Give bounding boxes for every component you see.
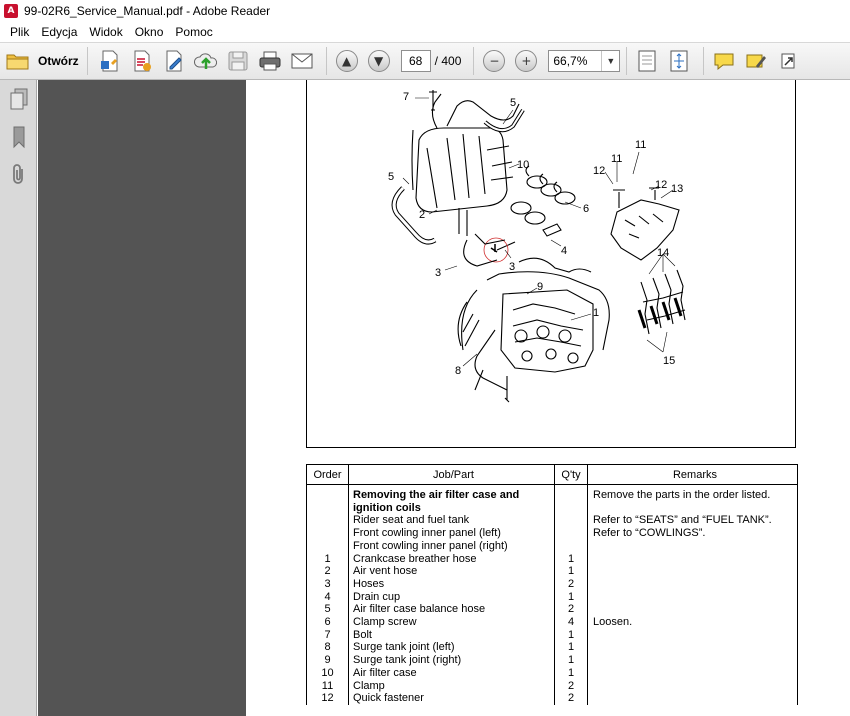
parts-table [306, 464, 798, 705]
row-remark [588, 553, 798, 566]
row-order: 10 [307, 667, 349, 680]
row-qty: 1 [555, 565, 588, 578]
edit-button[interactable] [160, 47, 188, 75]
callout-8: 8 [455, 365, 462, 377]
row-qty: 2 [555, 680, 588, 693]
row-remark [588, 565, 798, 578]
table-row [307, 565, 798, 578]
email-button[interactable] [288, 47, 316, 75]
prep-step: Front cowling inner panel (right) [349, 540, 555, 553]
table-row [307, 654, 798, 667]
folder-icon [6, 52, 30, 70]
fit-page-icon [636, 49, 658, 73]
header-remarks: Remarks [588, 465, 798, 485]
menu-pomoc[interactable]: Pomoc [175, 25, 213, 39]
page-total: / 400 [434, 54, 462, 68]
table-row [307, 603, 798, 616]
row-order: 11 [307, 680, 349, 693]
row-job-part: Crankcase breather hose [349, 553, 555, 566]
row-order: 4 [307, 591, 349, 604]
zoom-out-button[interactable] [480, 47, 508, 75]
highlighter-icon [744, 50, 768, 72]
row-remark [588, 578, 798, 591]
table-row [307, 692, 798, 705]
engine-block [513, 304, 583, 346]
row-remark [588, 629, 798, 642]
open-button[interactable] [6, 47, 88, 75]
arrow-up-icon: ▲ [336, 50, 358, 72]
row-job-part: Clamp screw [349, 616, 555, 629]
prep-step: Rider seat and fuel tank [349, 514, 555, 527]
callout-11: 11 [611, 153, 623, 165]
table-row [307, 667, 798, 680]
callout-5: 5 [388, 171, 395, 183]
callout-10: 10 [517, 159, 530, 171]
balance-hose-top [432, 94, 519, 128]
arrow-down-icon: ▼ [368, 50, 390, 72]
pdf-document-icon [130, 49, 154, 73]
full-screen-button[interactable] [665, 47, 693, 75]
row-job-part: Air filter case balance hose [349, 603, 555, 616]
row-remark: Loosen. [588, 616, 798, 629]
callout-4: 4 [561, 245, 568, 257]
toolbar-separator [626, 47, 627, 75]
row-remark [588, 692, 798, 705]
row-job-part: Hoses [349, 578, 555, 591]
row-order: 6 [307, 616, 349, 629]
plus-icon: + [515, 50, 537, 72]
prep-step: Front cowling inner panel (left) [349, 527, 555, 540]
title-bar [0, 0, 850, 22]
row-order: 9 [307, 654, 349, 667]
open-button-label: Otwórz [38, 54, 79, 68]
table-row [307, 485, 798, 515]
callout-14: 14 [657, 247, 670, 259]
row-order: 1 [307, 553, 349, 566]
row-job-part: Surge tank joint (left) [349, 641, 555, 654]
combine-files-button[interactable] [128, 47, 156, 75]
page-thumbnails-button[interactable] [0, 80, 37, 118]
window-title: 99-02R6_Service_Manual.pdf - Adobe Reader [24, 4, 271, 18]
row-remark [588, 603, 798, 616]
callout-12: 12 [593, 165, 606, 177]
row-qty: 4 [555, 616, 588, 629]
table-row [307, 553, 798, 566]
cloud-upload-icon [193, 49, 219, 73]
envelope-icon [290, 51, 314, 71]
section-heading: Removing the air filter case and ignition coils [349, 485, 555, 515]
row-job-part: Quick fastener [349, 692, 555, 705]
attachments-button[interactable] [0, 156, 37, 194]
menu-okno[interactable]: Okno [134, 25, 164, 39]
table-row [307, 540, 798, 553]
header-order: Order [307, 465, 349, 485]
row-qty: 1 [555, 641, 588, 654]
table-row [307, 578, 798, 591]
row-order: 3 [307, 578, 349, 591]
callout-9: 9 [537, 281, 544, 293]
row-order: 8 [307, 641, 349, 654]
page-number-input[interactable] [401, 50, 431, 72]
prep-remark [588, 540, 798, 553]
toolbar-separator [473, 47, 474, 75]
row-remark [588, 591, 798, 604]
bookmark-icon [10, 125, 28, 149]
header-qty: Q'ty [555, 465, 588, 485]
row-job-part: Air vent hose [349, 565, 555, 578]
row-job-part: Clamp [349, 680, 555, 693]
table-row [307, 616, 798, 629]
table-row [307, 514, 798, 527]
highlight-button[interactable] [742, 47, 770, 75]
diagram-callouts [388, 91, 683, 377]
table-row [307, 641, 798, 654]
document-background [38, 80, 246, 716]
printer-icon [258, 50, 282, 72]
row-qty: 1 [555, 629, 588, 642]
next-page-button[interactable] [365, 47, 393, 75]
callout-1: 1 [593, 307, 600, 319]
upload-button[interactable] [192, 47, 220, 75]
menu-bar [0, 22, 850, 42]
callout-11: 11 [635, 139, 647, 151]
row-qty: 1 [555, 591, 588, 604]
create-pdf-icon [98, 49, 122, 73]
table-row [307, 680, 798, 693]
navigation-pane [0, 80, 37, 716]
toolbar-separator [703, 47, 704, 75]
prep-remark: Refer to “SEATS” and “FUEL TANK”. [588, 514, 798, 527]
zoom-in-button[interactable] [512, 47, 540, 75]
speech-bubble-icon [712, 50, 736, 72]
row-qty: 1 [555, 553, 588, 566]
save-icon [227, 50, 249, 72]
row-remark [588, 680, 798, 693]
row-job-part: Bolt [349, 629, 555, 642]
callout-6: 6 [583, 203, 590, 215]
row-remark [588, 654, 798, 667]
row-remark [588, 641, 798, 654]
menu-widok[interactable]: Widok [89, 25, 123, 39]
fit-page-button[interactable] [633, 47, 661, 75]
zoom-input[interactable] [549, 51, 601, 71]
comment-button[interactable] [710, 47, 738, 75]
create-pdf-button[interactable] [96, 47, 124, 75]
zoom-select[interactable] [548, 50, 620, 72]
row-job-part: Air filter case [349, 667, 555, 680]
row-order: 2 [307, 565, 349, 578]
arrow-export-icon [780, 50, 796, 72]
exploded-diagram-frame [306, 80, 796, 448]
row-qty: 2 [555, 603, 588, 616]
table-row [307, 591, 798, 604]
toolbar [0, 42, 850, 80]
menu-edycja[interactable]: Edycja [41, 25, 78, 39]
row-order: 5 [307, 603, 349, 616]
chevron-down-icon[interactable]: ▼ [601, 51, 619, 71]
adobe-reader-icon: A [4, 4, 18, 18]
table-row [307, 629, 798, 642]
callout-15: 15 [663, 355, 676, 367]
callout-12: 12 [655, 179, 668, 191]
edit-document-icon [162, 49, 186, 73]
menu-plik[interactable]: Plik [10, 25, 30, 39]
pages-icon [8, 87, 30, 111]
row-order: 12 [307, 692, 349, 705]
row-remark [588, 667, 798, 680]
row-order: 7 [307, 629, 349, 642]
row-job-part: Drain cup [349, 591, 555, 604]
row-qty: 1 [555, 654, 588, 667]
callout-3: 3 [435, 267, 442, 279]
row-job-part: Surge tank joint (right) [349, 654, 555, 667]
section-remark: Remove the parts in the order listed. [588, 485, 798, 515]
callout-7: 7 [403, 91, 410, 103]
print-button[interactable] [256, 47, 284, 75]
minus-icon: − [483, 50, 505, 72]
save-button[interactable] [224, 47, 252, 75]
callout-13: 13 [671, 183, 684, 195]
air-filter-case [416, 128, 507, 212]
expand-icon [668, 49, 690, 73]
share-button[interactable] [774, 47, 802, 75]
header-job-part: Job/Part [349, 465, 555, 485]
paperclip-icon [10, 163, 28, 187]
callout-2: 2 [419, 209, 426, 221]
row-qty: 1 [555, 667, 588, 680]
table-header-row [307, 465, 798, 485]
callout-5: 5 [510, 97, 517, 109]
row-qty: 2 [555, 692, 588, 705]
bookmarks-button[interactable] [0, 118, 37, 156]
toolbar-separator [326, 47, 327, 75]
callout-3: 3 [509, 261, 516, 273]
prep-remark: Refer to “COWLINGS”. [588, 527, 798, 540]
previous-page-button[interactable] [333, 47, 361, 75]
row-qty: 2 [555, 578, 588, 591]
table-row [307, 527, 798, 540]
air-filter-exploded-diagram [307, 80, 795, 446]
